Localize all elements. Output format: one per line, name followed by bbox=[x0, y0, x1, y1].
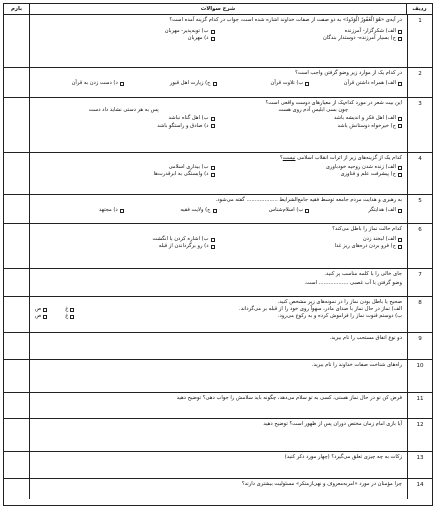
option-a[interactable]: الف) شکرگزار- آمرزنده bbox=[223, 28, 403, 35]
question-text: جای خالی را با کلمه مناسب پر کنید. bbox=[324, 271, 402, 277]
score-cell bbox=[4, 479, 29, 499]
statement-1: الف) نماز در حال نماز با صدای مادر، سهواً روی خود را از قبله بر می‌گرداند. ص غ bbox=[35, 306, 402, 313]
checkbox-icon[interactable] bbox=[398, 173, 402, 177]
question-number: 11 bbox=[407, 393, 432, 418]
option-b[interactable]: ب) اشاره کردن با انگشت bbox=[35, 236, 215, 243]
option-d[interactable]: د) وابستگی به ابرقدرت‌ها bbox=[35, 171, 215, 178]
question-number: 14 bbox=[407, 479, 432, 499]
poem-verse: چون بسی ابلیس آدم روی هست پس به هر دستی نشاید داد دست bbox=[88, 107, 349, 114]
mark-wrong[interactable]: غ bbox=[65, 306, 74, 313]
table-header bbox=[4, 4, 432, 15]
header-questions: شرح سوالات bbox=[29, 4, 406, 14]
question-row-9 bbox=[4, 333, 432, 360]
question-row-14 bbox=[4, 479, 432, 499]
question-row-5 bbox=[4, 195, 432, 224]
option-d[interactable]: د) رو برگرداندن از قبله bbox=[35, 243, 215, 250]
question-row-11 bbox=[4, 393, 432, 419]
option-a[interactable]: الف) لبخند زدن bbox=[223, 236, 403, 243]
score-cell bbox=[4, 68, 29, 97]
question-row-10 bbox=[4, 360, 432, 393]
question-row-12 bbox=[4, 419, 432, 452]
option-b[interactable]: ب) تلاوت قرآن bbox=[221, 80, 310, 87]
checkbox-icon[interactable] bbox=[211, 124, 215, 128]
question-body bbox=[29, 479, 407, 499]
question-number: 7 bbox=[407, 269, 432, 296]
checkbox-icon[interactable] bbox=[211, 238, 215, 242]
question-body bbox=[29, 393, 407, 418]
question-row-6 bbox=[4, 224, 432, 269]
mark-correct[interactable]: ص bbox=[35, 313, 47, 320]
checkbox-icon[interactable] bbox=[398, 166, 402, 170]
checkbox-icon[interactable] bbox=[305, 209, 309, 213]
question-body bbox=[29, 333, 407, 359]
checkbox-icon[interactable] bbox=[70, 315, 74, 319]
checkbox-icon[interactable] bbox=[398, 30, 402, 34]
option-b[interactable]: ب) توبه‌پذیر- مهربان bbox=[35, 28, 215, 35]
question-row-2 bbox=[4, 68, 432, 98]
question-row-13 bbox=[4, 452, 432, 479]
checkbox-icon[interactable] bbox=[211, 245, 215, 249]
score-cell bbox=[4, 195, 29, 223]
question-number: 10 bbox=[407, 360, 432, 392]
mark-correct[interactable]: ص bbox=[35, 306, 47, 313]
question-body bbox=[29, 15, 407, 67]
mark-wrong[interactable]: غ bbox=[65, 313, 74, 320]
question-text: در آیه‌ی «هُوَ الْغَفُورُ الْوَدُودُ» به دو صفت از صفات خداوند اشاره شده است، جواب در کدام گزینه آمده است؟ bbox=[169, 17, 402, 23]
question-text: کدام حالت نماز را باطل می‌کند؟ bbox=[332, 226, 402, 232]
question-body bbox=[29, 419, 407, 451]
statement-2: ب) دوستم قنوت نماز را فراموش کرده و به رکوع می‌رود. ص غ bbox=[35, 313, 402, 320]
option-c[interactable]: ج) بسیار آمرزنده- دوستدار بندگان bbox=[223, 35, 403, 42]
score-cell bbox=[4, 360, 29, 392]
score-cell bbox=[4, 452, 29, 478]
question-text: فرض کن تو در حال نماز هستی، کسی به تو سلام می‌دهد، چگونه باید سلامش را جواب دهی؟ توضیح دهید bbox=[176, 395, 402, 401]
checkbox-icon[interactable] bbox=[43, 315, 47, 319]
header-num: ردیف bbox=[406, 4, 432, 14]
checkbox-icon[interactable] bbox=[398, 209, 402, 213]
checkbox-icon[interactable] bbox=[211, 117, 215, 121]
checkbox-icon[interactable] bbox=[120, 209, 124, 213]
question-body bbox=[29, 360, 407, 392]
score-cell bbox=[4, 393, 29, 418]
exam-sheet bbox=[3, 3, 433, 506]
question-row-7 bbox=[4, 269, 432, 297]
question-text: زکات به چه چیزی تعلق می‌گیرد؟ (چهار مورد ذکر کنید) bbox=[284, 454, 402, 460]
option-d[interactable]: د) دست زدن به قرآن bbox=[35, 80, 124, 87]
option-a[interactable]: الف) هدایتگر bbox=[313, 207, 402, 214]
question-row-8 bbox=[4, 297, 432, 333]
checkbox-icon[interactable] bbox=[213, 209, 217, 213]
option-b[interactable]: ب) بیداری اسلامی bbox=[35, 164, 215, 171]
question-row-4 bbox=[4, 153, 432, 195]
score-cell bbox=[4, 297, 29, 332]
checkbox-icon[interactable] bbox=[213, 82, 217, 86]
question-row-3 bbox=[4, 98, 432, 153]
score-cell bbox=[4, 153, 29, 194]
option-b[interactable]: ب) اهل گناه نباشد bbox=[35, 115, 215, 122]
question-text: به رهبری و هدایت مردم جامعه توسط فقیه جامع‌الشرایط ................... گفته می‌شود. bbox=[215, 197, 402, 203]
option-a[interactable]: الف) اهل فکر و اندیشه باشد bbox=[223, 115, 403, 122]
question-number: 8 bbox=[407, 297, 432, 332]
option-c[interactable]: ج) ولایت فقیه bbox=[128, 207, 217, 214]
checkbox-icon[interactable] bbox=[43, 308, 47, 312]
question-text: دو نوع اتفاق مستحب را نام ببرید. bbox=[329, 335, 402, 341]
question-number: 2 bbox=[407, 68, 432, 97]
score-cell bbox=[4, 419, 29, 451]
question-body bbox=[29, 224, 407, 268]
option-d[interactable]: د) صادق و راستگو باشد bbox=[35, 123, 215, 130]
checkbox-icon[interactable] bbox=[120, 82, 124, 86]
question-number: 12 bbox=[407, 419, 432, 451]
checkbox-icon[interactable] bbox=[398, 37, 402, 41]
checkbox-icon[interactable] bbox=[211, 37, 215, 41]
option-d[interactable]: د) مجتهد bbox=[35, 207, 124, 214]
fill-blank: وضو گرفتن با آب غصبی .................. است. bbox=[304, 280, 402, 287]
score-cell bbox=[4, 333, 29, 359]
question-body bbox=[29, 98, 407, 152]
checkbox-icon[interactable] bbox=[211, 30, 215, 34]
checkbox-icon[interactable] bbox=[398, 238, 402, 242]
question-text: کدام یک از گزینه‌های زیر از اثرات انقلاب اسلامی نیست؟ bbox=[279, 155, 402, 161]
score-cell bbox=[4, 98, 29, 152]
checkbox-icon[interactable] bbox=[211, 166, 215, 170]
option-c[interactable]: ج) فرو بردن ذره‌های ریز غذا bbox=[223, 243, 403, 250]
option-b[interactable]: ب) اسلام‌شناس bbox=[221, 207, 310, 214]
option-c[interactable]: ج) خیرخواه دوستانش باشد bbox=[223, 123, 403, 130]
question-text: در کدام یک از موارد زیر وضو گرفتن واجب است؟ bbox=[295, 70, 402, 76]
question-body bbox=[29, 68, 407, 97]
checkbox-icon[interactable] bbox=[398, 82, 402, 86]
option-c[interactable]: ج) زیارت اهل قبور bbox=[128, 80, 217, 87]
question-text: آیا بازی امام زمان مختص دوران پس از ظهور است؟ توضیح دهید bbox=[263, 421, 402, 427]
question-row-1 bbox=[4, 15, 432, 68]
question-body bbox=[29, 153, 407, 194]
question-body bbox=[29, 297, 407, 332]
option-c[interactable]: ج) پیشرفت علم و فناوری bbox=[223, 171, 403, 178]
question-number: 4 bbox=[407, 153, 432, 194]
checkbox-icon[interactable] bbox=[398, 124, 402, 128]
question-text: این بیت شعر در مورد کدام‌یک از معیارهای دوست واقعی است؟ bbox=[265, 100, 402, 106]
question-number: 5 bbox=[407, 195, 432, 223]
question-number: 9 bbox=[407, 333, 432, 359]
question-text: صحیح یا باطل بودن نماز را در نمونه‌های زیر مشخص کنید. bbox=[277, 299, 402, 305]
option-a[interactable]: الف) زنده شدن روحیه خودباوری bbox=[223, 164, 403, 171]
header-score: بارم bbox=[10, 6, 23, 12]
score-cell bbox=[4, 269, 29, 296]
option-d[interactable]: د) مهربان bbox=[35, 35, 215, 42]
question-number: 1 bbox=[407, 15, 432, 67]
question-body bbox=[29, 195, 407, 223]
checkbox-icon[interactable] bbox=[70, 308, 74, 312]
question-text: چرا مؤمنان در مورد «امربه‌معروف و نهی‌ازمنکر» مسئولیت بیشتری دارند؟ bbox=[241, 481, 402, 487]
checkbox-icon[interactable] bbox=[398, 245, 402, 249]
question-number: 6 bbox=[407, 224, 432, 268]
checkbox-icon[interactable] bbox=[398, 117, 402, 121]
option-a[interactable]: الف) همراه داشتن قرآن bbox=[313, 80, 402, 87]
question-number: 3 bbox=[407, 98, 432, 152]
score-cell bbox=[4, 224, 29, 268]
checkbox-icon[interactable] bbox=[211, 173, 215, 177]
question-text: راه‌های شناخت صفات خداوند را نام ببرید. bbox=[311, 362, 402, 368]
score-cell bbox=[4, 15, 29, 67]
checkbox-icon[interactable] bbox=[305, 82, 309, 86]
question-body bbox=[29, 269, 407, 296]
question-number: 13 bbox=[407, 452, 432, 478]
question-body bbox=[29, 452, 407, 478]
